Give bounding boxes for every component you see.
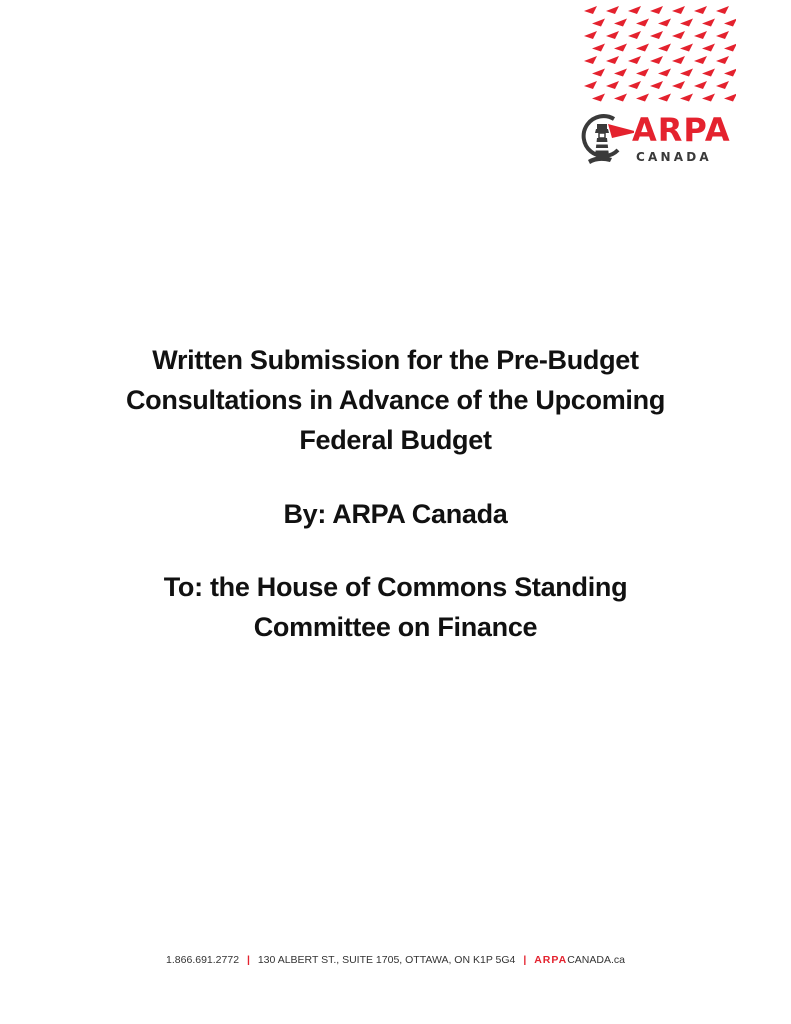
title-line: Consultations in Advance of the Upcoming: [125, 385, 666, 415]
recipient-line: To: the House of Commons Standing: [163, 572, 628, 602]
pattern-triangle: [680, 69, 693, 77]
pattern-triangle: [584, 56, 597, 64]
pattern-triangle: [614, 94, 627, 102]
footer-website-rest: CANADA.ca: [567, 954, 625, 966]
pattern-triangle: [672, 31, 685, 39]
arpa-canada-logo: [578, 110, 738, 174]
pattern-triangle: [658, 69, 671, 77]
pattern-triangle: [680, 19, 693, 27]
pattern-triangle: [584, 31, 597, 39]
pattern-triangle: [672, 81, 685, 89]
recipient-block: [80, 567, 711, 647]
pattern-triangle: [702, 19, 715, 27]
pattern-triangle: [650, 56, 663, 64]
pattern-triangle: [606, 31, 619, 39]
pattern-triangle: [592, 19, 605, 27]
author-text: By: ARPA Canada: [283, 499, 508, 529]
pattern-triangle: [592, 44, 605, 52]
pattern-triangle: [628, 6, 641, 14]
pattern-triangle: [702, 44, 715, 52]
pattern-triangle: [724, 69, 736, 77]
triangle-pattern-graphic: [576, 0, 736, 104]
pattern-triangle: [658, 44, 671, 52]
pattern-triangle: [628, 31, 641, 39]
pattern-triangle: [592, 94, 605, 102]
pattern-triangle: [724, 44, 736, 52]
pattern-triangle: [724, 19, 736, 27]
pattern-triangle: [716, 31, 729, 39]
pattern-triangle: [694, 81, 707, 89]
pattern-triangle: [650, 6, 663, 14]
pattern-triangle: [606, 81, 619, 89]
recipient-line: Committee on Finance: [253, 612, 538, 642]
pattern-triangle: [636, 19, 649, 27]
lighthouse-icon: [578, 110, 634, 166]
footer-website-bold: ARPA: [534, 954, 568, 966]
pattern-triangle: [658, 19, 671, 27]
pattern-triangle: [636, 44, 649, 52]
pattern-triangle: [672, 56, 685, 64]
pattern-triangle: [702, 69, 715, 77]
pattern-triangle: [606, 6, 619, 14]
pattern-triangle: [614, 69, 627, 77]
footer-website: [534, 954, 625, 966]
pattern-triangle: [702, 94, 715, 102]
pattern-triangle: [592, 69, 605, 77]
title-line: Written Submission for the Pre-Budget: [152, 345, 639, 375]
pattern-triangle: [584, 81, 597, 89]
page-footer: [0, 953, 791, 967]
pattern-triangle: [636, 69, 649, 77]
pattern-triangle: [680, 94, 693, 102]
pattern-triangle: [658, 94, 671, 102]
pattern-triangle: [636, 94, 649, 102]
pattern-triangle: [680, 44, 693, 52]
logo-subtitle: CANADA: [636, 150, 712, 164]
pattern-triangle: [716, 6, 729, 14]
footer-address: 130 ALBERT ST., SUITE 1705, OTTAWA, ON K1P 5G4: [257, 954, 516, 966]
pattern-triangle: [584, 6, 597, 14]
pattern-triangle: [614, 44, 627, 52]
logo-wordmark: ARPA: [632, 111, 731, 149]
pattern-triangle: [650, 31, 663, 39]
pattern-triangle: [614, 19, 627, 27]
pattern-triangle: [628, 81, 641, 89]
pattern-triangle: [724, 94, 736, 102]
pattern-triangle: [628, 56, 641, 64]
document-title: [80, 340, 711, 460]
footer-separator: |: [246, 954, 250, 966]
pattern-triangle: [694, 6, 707, 14]
pattern-triangle: [694, 56, 707, 64]
footer-phone: 1.866.691.2772: [166, 954, 240, 966]
author-line: [80, 494, 711, 534]
pattern-triangle: [606, 56, 619, 64]
footer-separator: |: [523, 954, 527, 966]
pattern-triangle: [672, 6, 685, 14]
pattern-triangle: [716, 81, 729, 89]
pattern-triangle: [694, 31, 707, 39]
title-line: Federal Budget: [299, 425, 492, 455]
pattern-triangle: [650, 81, 663, 89]
pattern-triangle: [716, 56, 729, 64]
